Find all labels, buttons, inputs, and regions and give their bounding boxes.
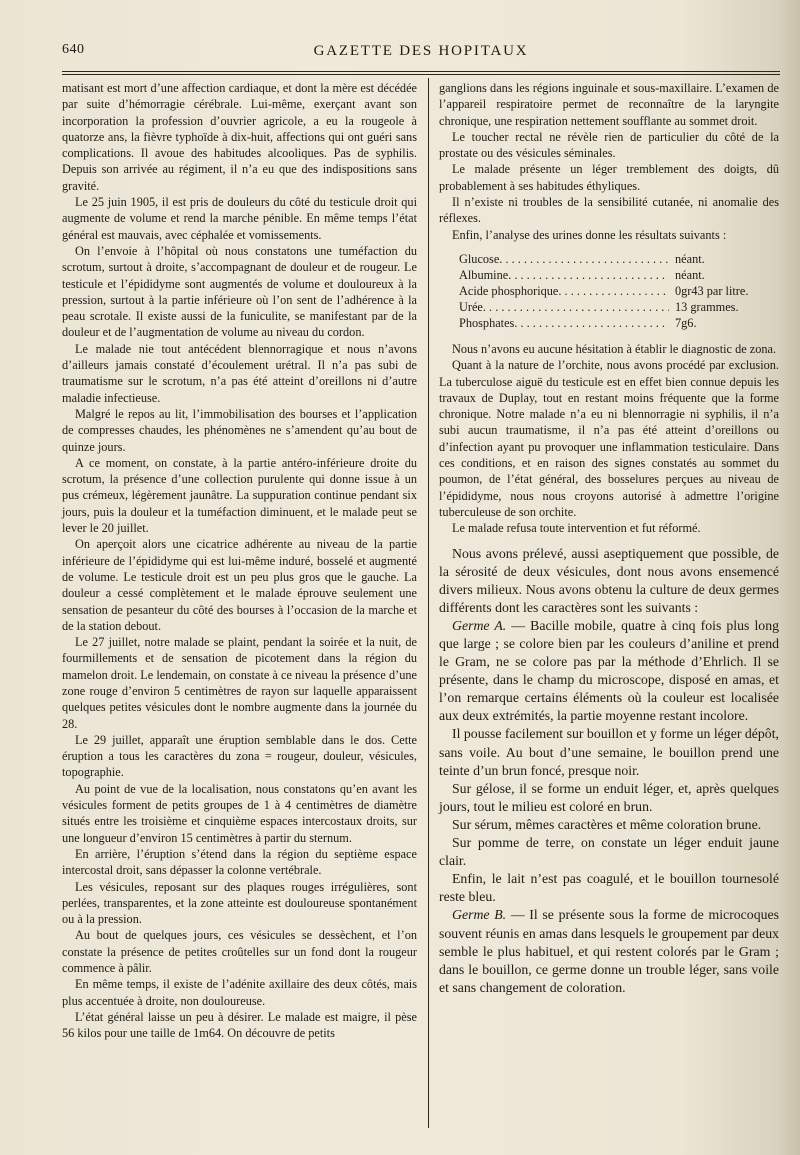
- paragraph: Il pousse facilement sur bouillon et y forme un léger dépôt, sans voile. Au bout d’une semaine, le bouillon prend une teinte d’un brun foncé, presque noir.: [439, 726, 779, 778]
- paragraph: On l’envoie à l’hôpital où nous constatons une tuméfaction du scrotum, surtout à droite, s’accompagnant de douleur et de rougeur. Le testicule et l’épididyme sont augmentés de volume et douloureux à la pression, surtout à la partie inférieure où l’on sent de l’adhérence à la peau scrotale. Il existe aussi de la funiculite, se manifestant par de la douleur et de l’augmentation de volume au niveau du cordon.: [62, 243, 417, 340]
- analysis-value: 13 grammes.: [675, 299, 739, 314]
- header-rule-double: [62, 74, 780, 75]
- analysis-row: [459, 283, 759, 299]
- column-divider: [428, 78, 429, 1128]
- germe-b-text: — Il se présente sous la forme de microcoques souvent réunis en amas dans lesquels le groupement par deux semble le plus habituel, et qui restent colorés par le Gram ; dans le bouillon, ce germe donne un trouble léger, sans voile et sans changement de coloration.: [439, 907, 779, 995]
- large-type-section: [439, 545, 779, 997]
- paragraph: Au bout de quelques jours, ces vésicules se dessèchent, et l’on constate la présence de petites croûtelles sur un fond dont la rougeur commence à pâlir.: [62, 928, 417, 976]
- analysis-value: 7g6.: [675, 315, 697, 330]
- paragraph: Sur sérum, mêmes caractères et même coloration brune.: [452, 816, 762, 832]
- paragraph: Au point de vue de la localisation, nous constatons qu’en avant les vésicules forment de petits groupes de 1 à 4 centimètres de diamètre situés entre les troisième et cinquième espaces intercostaux droits, sur une longueur d’environ 15 centimètres à partir du sternum.: [62, 781, 417, 845]
- paragraph: A ce moment, on constate, à la partie antéro-inférieure droite du scrotum, la présence d’une collection purulente qui donne issue à un pus crémeux, légèrement jaunâtre. La suppuration continue pendant six jours, puis la douleur et la tuméfaction diminuent, et le malade peut se lever le 20 juillet.: [62, 455, 417, 536]
- paragraph: Les vésicules, reposant sur des plaques rouges irrégulières, sont perlées, transparentes, et la zone atteinte est douloureuse spontanément ou à la pression.: [62, 879, 417, 927]
- paragraph: Enfin, le lait n’est pas coagulé, et le bouillon tournesolé reste bleu.: [439, 871, 779, 905]
- paragraph: Enfin, l’analyse des urines donne les résultats suivants :: [452, 227, 727, 242]
- paragraph: Il n’existe ni troubles de la sensibilité cutanée, ni anomalie des réflexes.: [439, 195, 779, 226]
- analysis-label: Phosphates: [459, 315, 515, 330]
- germe-a-label: Germe A.: [452, 617, 507, 633]
- analysis-row: [459, 251, 759, 267]
- paragraph: Le 25 juin 1905, il est pris de douleurs du côté du testicule droit qui augmente de volume et rend la marche pénible. En même temps l’état général est mauvais, avec céphalée et vomissements.: [62, 195, 417, 242]
- right-column: [439, 80, 779, 997]
- analysis-label: Acide phosphorique: [459, 283, 559, 298]
- analysis-value: 0gr43 par litre.: [675, 283, 749, 298]
- paragraph: Le 29 juillet, apparaît une éruption semblable dans le dos. Cette éruption a tous les caractères du zona = rougeur, douleur, vésicules, topographie.: [62, 732, 417, 780]
- analysis-row: [459, 267, 759, 283]
- germe-a-text: — Bacille mobile, quatre à cinq fois plus long que large ; se colore bien par les couleurs d’aniline et prend le Gram, ne se colore pas par la méthode d’Ehrlich. Il se présente, dans le champ du microscope, disposé en amas, et l’on remarque certains éléments où la couleur est localisée aux deux extrémités, la partie moyenne restant incolore.: [439, 617, 779, 724]
- paragraph: On aperçoit alors une cicatrice adhérente au niveau de la partie inférieure de l’épididyme qui est lui-même induré, bosselé et augmenté de volume. Le testicule droit est un peu plus gros que le gauche. La douleur a cessé complètement et le malade éprouve seulement une sensation de pesanteur du côté des bourses à l’occasion de la marche et de la station debout.: [62, 537, 417, 633]
- paragraph-germe-b: [439, 906, 779, 996]
- paragraph: matisant est mort d’une affection cardiaque, et dont la mère est décédée par suite d’hémorragie cérébrale. Lui-même, exerçant avant son incorporation la profession d’ouvrier agricole, a eu la rougeole à quatorze ans, la fièvre typhoïde à dix-huit, affections qui ont guéri sans complications. Il avoue des habitudes alcooliques. Pas de syphilis. Depuis son arrivée au régiment, il n’a eu que des indispositions sans gravité.: [62, 81, 417, 193]
- paragraph-germe-a: [439, 617, 779, 726]
- analysis-row: [459, 315, 759, 331]
- analysis-value: néant.: [675, 267, 705, 282]
- paragraph: En même temps, il existe de l’adénite axillaire des deux côtés, mais plus accentuée à droite, non douloureuse.: [62, 977, 417, 1008]
- analysis-row: [459, 299, 759, 315]
- paragraph: Nous n’avons eu aucune hésitation à établir le diagnostic de zona.: [452, 341, 777, 356]
- paragraph: Sur gélose, il se forme un enduit léger, et, après quelques jours, tout le milieu est coloré en brun.: [439, 780, 779, 814]
- paragraph: L’état général laisse un peu à désirer. Le malade est maigre, il pèse 56 kilos pour une taille de 1m64. On découvre de petits: [62, 1009, 417, 1041]
- left-column: [62, 80, 417, 1042]
- paragraph: En arrière, l’éruption s’étend dans la région du septième espace intercostal droit, sans dépasser la colonne vertébrale.: [62, 846, 417, 878]
- analysis-label: Urée: [459, 299, 483, 314]
- paragraph: Le toucher rectal ne révèle rien de particulier du côté de la prostate ou des vésicules séminales.: [439, 129, 779, 161]
- paragraph: Le malade refusa toute intervention et fut réformé.: [452, 521, 701, 536]
- page-header: [62, 38, 780, 68]
- analysis-label: Albumine: [459, 267, 509, 282]
- paragraph: Le malade présente un léger tremblement des doigts, dû probablement à ses habitudes éthyliques.: [439, 162, 779, 193]
- paragraph: Malgré le repos au lit, l’immobilisation des bourses et l’application de compresses chaudes, les phénomènes ne s’amendent qu’au bout de quinze jours.: [62, 406, 417, 454]
- analysis-value: néant.: [675, 251, 705, 266]
- paragraph: Nous avons prélevé, aussi aseptiquement que possible, de la sérosité de deux vésicules, dont nous avons ensemencé divers milieux. Nous avons obtenu la culture de deux germes différents dont les caractères sont les suivants :: [439, 545, 779, 615]
- paragraph: ganglions dans les régions inguinale et sous-maxillaire. L’examen de l’appareil respiratoire permet de reconnaître de la laryngite chronique, une respiration nettement soufflante au sommet droit.: [439, 81, 779, 128]
- germe-b-label: Germe B.: [452, 907, 507, 923]
- page-number: 640: [62, 42, 85, 57]
- running-title: GAZETTE DES HOPITAUX: [313, 43, 529, 59]
- paragraph: Le 27 juillet, notre malade se plaint, pendant la soirée et la nuit, de fourmillements et de sensation de picotement dans la région du mamelon droit. Le lendemain, on constate à ce niveau la présence d’une zone rouge d’environ 5 centimètres de rayon sur laquelle apparaissent quelques petites vésicules dont le nombre augmente dans la journée du 28.: [62, 635, 417, 731]
- header-rule: [62, 71, 780, 72]
- paragraph: Le malade nie tout antécédent blennorragique et nous n’avons d’ailleurs jamais constaté d’écoulement urétral. Il n’a pas subi de traumatisme sur le scrotum, n’a pas été atteint d’oreillons ni d’autre maladie infectieuse.: [62, 341, 417, 405]
- urine-analysis-table: [459, 251, 759, 331]
- analysis-label: Glucose: [459, 251, 500, 266]
- paragraph: Sur pomme de terre, on constate un léger enduit jaune clair.: [439, 835, 779, 869]
- paragraph: Quant à la nature de l’orchite, nous avons procédé par exclusion. La tuberculose aiguë du testicule est en effet bien connue depuis les travaux de Duplay, tout en restant moins fréquente que la forme chronique. Notre malade n’a eu ni blennorragie ni syphilis, il n’a subi aucun traumatisme, il n’a pas été atteint d’oreillons ou d’infection ayant pu provoquer une inflammation testiculaire. Dans ces conditions, et en raison des signes constatés au sommet du poumon, de l’état général, des bosselures perçues au niveau de l’épididyme, nous nous croyons autorisé à admettre l’origine tuberculeuse de son orchite.: [439, 358, 779, 519]
